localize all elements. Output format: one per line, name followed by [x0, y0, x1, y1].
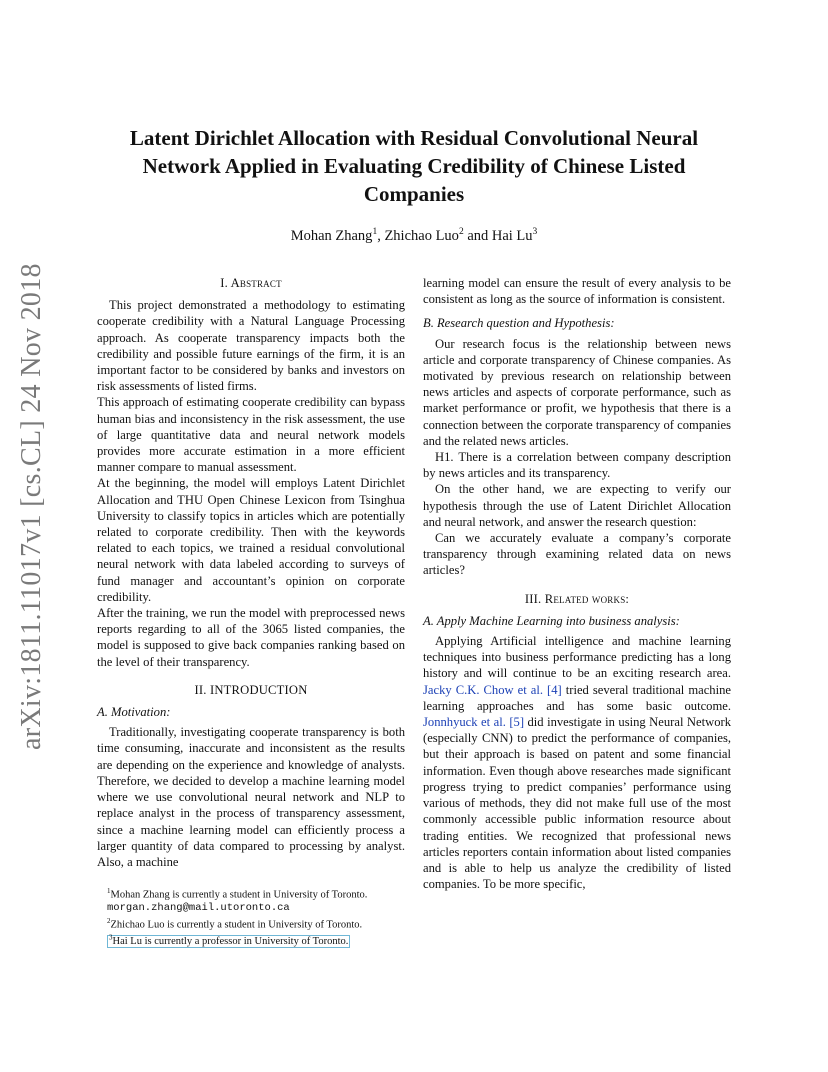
author-separator: and [463, 227, 492, 244]
related-text: tried several traditional machine learning approaches and has some basic outcome. [423, 682, 731, 713]
related-text: Applying Artificial intelligence and machine learning techniques into business performance predicting has a long history and will continue to be an exciting research area. [423, 634, 731, 681]
citation-link[interactable]: Jacky C.K. Chow et al. [4] [423, 682, 562, 697]
paper-title: Latent Dirichlet Allocation with Residual Convolutional Neural Network Applied in Evaluating Credibility of Chinese Listed Companies [129, 126, 699, 206]
citation-link[interactable]: Jonnhyuck et al. [5] [423, 715, 525, 730]
right-column [423, 275, 731, 892]
abstract-paragraph: At the beginning, the model will employs Latent Dirichlet Allocation and THU Open Chinese Lexicon from Tsinghua University to classify topics in articles which are potentially related to corporate credibility. Then with the keywords related to each topics, we trained a residual convolutional neural network with data labeled according to surveys of fund manager and accountant’s opinion on corporate credibility. [97, 476, 405, 604]
footnote-email: morgan.zhang@mail.utoronto.ca [107, 901, 290, 914]
footnote[interactable] [97, 931, 407, 948]
footnote-mark: 1 [107, 887, 111, 895]
footnote [97, 885, 407, 902]
footnote-mark: 2 [107, 916, 111, 925]
abstract-paragraph: This project demonstrated a methodology to estimating cooperate credibility with a Natural Language Processing approach. As cooperate transparency impacts both the credibility and possible future earnings of the firm, it is an important factor to be considered by banks and investors on risk assessments of listed firms. [97, 298, 405, 394]
author-mark: 1 [372, 227, 378, 237]
motivation-continued: learning model can ensure the result of every analysis to be consistent as long as the source of information is consistent. [423, 276, 731, 307]
footnote-link-box[interactable] [107, 935, 350, 948]
abstract-paragraph: This approach of estimating cooperate credibility can bypass human bias and inconsistency in the risk assessment, the use of large quantitative data and neural network models provides more accurate estimation in a more efficient manner compare to manual assessment. [97, 395, 405, 475]
research-question-paragraph: Can we accurately evaluate a company’s corporate transparency through examining related data on news articles? [423, 531, 731, 578]
footnote-text: Mohan Zhang is currently a student in University of Toronto. [110, 889, 368, 901]
author-mark: 3 [532, 227, 538, 237]
apply-ml-heading: A. Apply Machine Learning into business analysis: [423, 613, 680, 628]
abstract-heading: I. Abstract [220, 276, 282, 290]
footnote-text: Zhichao Luo is currently a student in University of Toronto. [110, 919, 363, 930]
research-question-heading: B. Research question and Hypothesis: [423, 316, 615, 331]
related-text: did investigate in using Neural Network (especially CNN) to predict the performance of companies, but their approach is based on patent and some financial information. Even though above researches made significant progress trying to predict companies’ performance using various of methods, they did not make full use of the most commonly accessible public information resource about trading entities. We recognized that professional news articles reporters contain information about listed companies and is able to help us analyze the credibility of listed companies. To be more specific, [423, 715, 731, 892]
author-name: Hai Lu [491, 227, 533, 244]
introduction-heading: II. INTRODUCTION [194, 682, 308, 697]
author-line [0, 227, 828, 245]
author-separator: , [377, 227, 385, 244]
footnotes [97, 885, 407, 948]
hypothesis-paragraph: H1. There is a correlation between company description by news articles and its transparency. [423, 450, 731, 481]
footnote-text: Hai Lu is currently a professor in University of Toronto. [112, 935, 349, 947]
arxiv-identifier: arXiv:1811.11017v1 [cs.CL] 24 Nov 2018 [16, 263, 47, 750]
footnote [97, 915, 407, 932]
related-works-heading: III. Related works: [524, 591, 630, 606]
left-column [97, 275, 405, 870]
research-paragraph: Our research focus is the relationship between news article and corporate transparency of Chinese companies. As motivated by previous research on relationship between news articles and aspects of corporate performance, such as market performance or profit, we hypothesis that there is a connection between the corporate transparency of companies and the related news articles. [423, 336, 731, 448]
research-paragraph: On the other hand, we are expecting to verify our hypothesis through the use of Latent Dirichlet Allocation and neural network, and answer the research question: [423, 482, 731, 529]
abstract-paragraph: After the training, we run the model with preprocessed news reports regarding to all of the 3065 listed companies, the model is supposed to give back companies ranking based on the level of their transparency. [97, 606, 405, 669]
related-works-paragraph [423, 633, 731, 892]
footnote-mark: 3 [109, 933, 113, 941]
author-name: Zhichao Luo [384, 227, 459, 244]
motivation-heading: A. Motivation: [97, 705, 171, 720]
author-name: Mohan Zhang [290, 227, 373, 244]
motivation-paragraph: Traditionally, investigating cooperate transparency is both time consuming, inaccurate and inconsistent as the results are depending on the experience and knowledge of analysts. Therefore, we decided to develop a machine learning model where we use convolutional neural network and NLP to replace analyst in the process of transparency assessment, since a machine learning model can efficiently process a larger quantity of data compared to processing by analyst. Also, a machine [97, 725, 405, 869]
author-mark: 2 [458, 227, 464, 237]
